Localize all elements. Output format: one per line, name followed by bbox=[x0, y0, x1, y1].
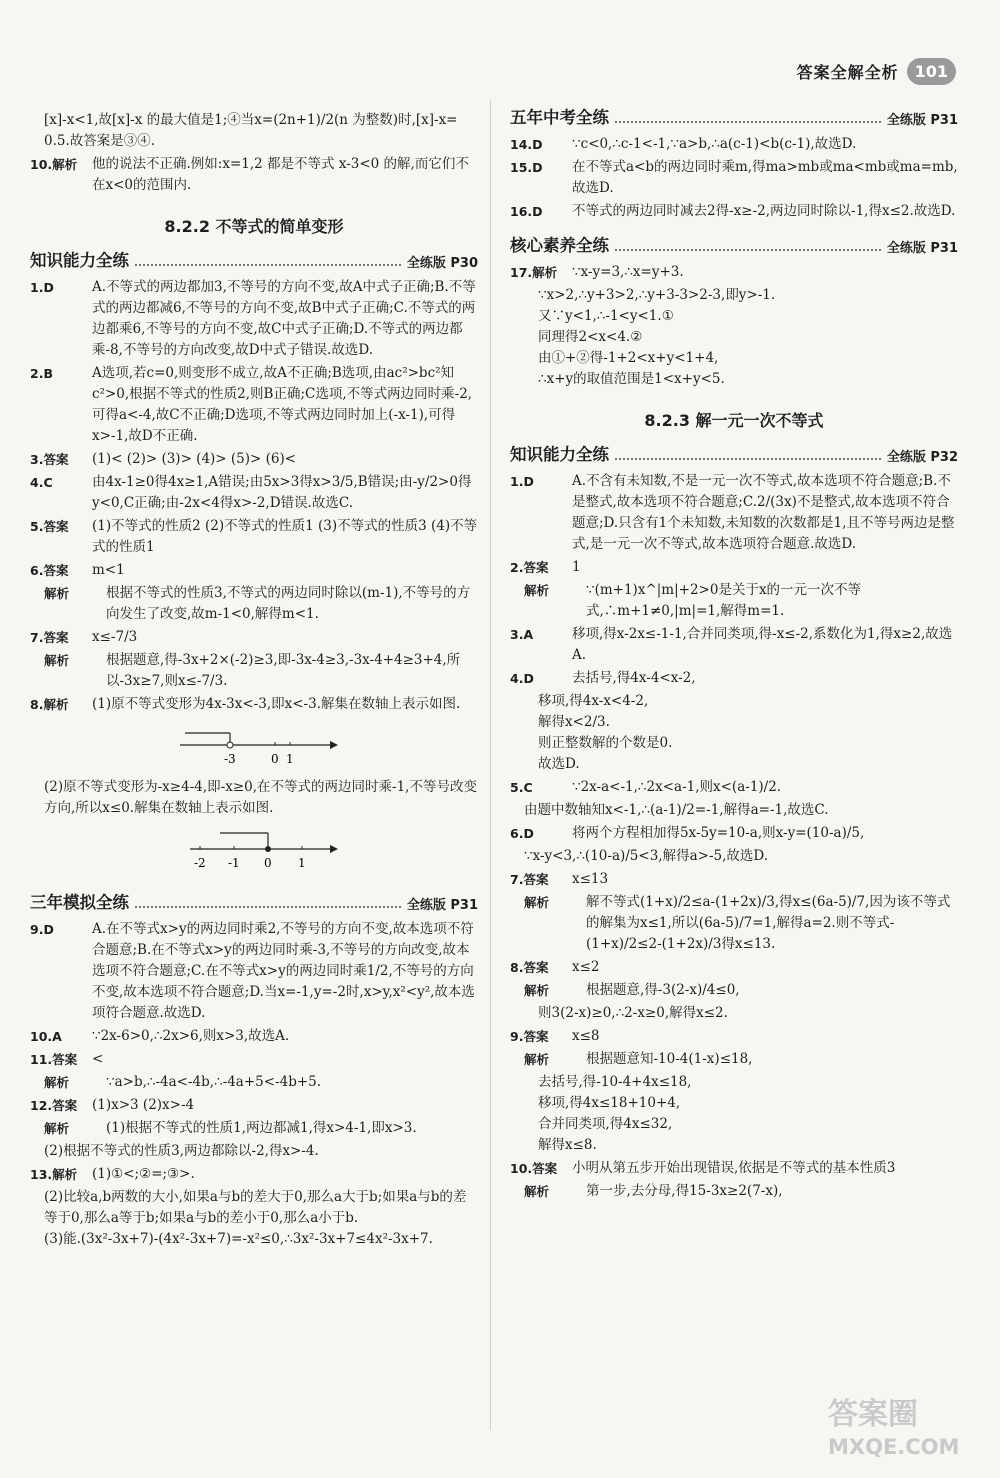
answer-list bbox=[510, 471, 958, 689]
solution-lines bbox=[510, 1003, 958, 1024]
answer-item bbox=[510, 980, 958, 1001]
question-tag: 10.解析 bbox=[30, 157, 78, 172]
section-dots bbox=[615, 121, 881, 123]
answer-item bbox=[30, 363, 478, 447]
question-6-part2: ∵x-y<3,∴(10-a)/5<3,解得a>-5,故选D. bbox=[524, 848, 769, 864]
question-text: ∵c<0,∴c-1<-1,∵a>b,∴a(c-1)<b(c-1),故选D. bbox=[572, 136, 857, 152]
solution-line: 移项,得4x-x<4-2, bbox=[538, 693, 649, 709]
answer-item bbox=[30, 1095, 478, 1116]
question-text: A.在不等式x>y的两边同时乘2,不等号的方向不变,故本选项不符合题意;B.在不等式x>y的两边同时乘-3,不等号的方向改变,故本选项不符合题意;C.在不等式x>y的两边同时乘1/2,不等号的方向不变,故本选项不符合题意;D.当x=-1,y=-2时,x>y,x²<y²,故本选项符合题意.故选D. bbox=[92, 921, 475, 1021]
section-ref: 全练版 P32 bbox=[886, 450, 958, 465]
question-text: ∵2x-a<-1,∴2x<a-1,则x<(a-1)/2. bbox=[572, 779, 782, 795]
question-tag: 解析 bbox=[524, 983, 550, 998]
section-dots bbox=[615, 458, 881, 460]
solution-line: 则3(2-x)≥0,∴2-x≥0,解得x≤2. bbox=[538, 1005, 728, 1021]
question-tag: 解析 bbox=[44, 1075, 70, 1090]
question-tag: 7.答案 bbox=[510, 872, 549, 887]
answer-list bbox=[510, 777, 958, 798]
question-tag: 17.解析 bbox=[510, 265, 558, 280]
section-dots bbox=[135, 906, 401, 908]
question-text: 第一步,去分母,得15-3x≥2(7-x), bbox=[586, 1183, 783, 1199]
question-tag: 10.A bbox=[30, 1029, 62, 1044]
answer-item bbox=[510, 557, 958, 578]
question-text: x≤8 bbox=[572, 1028, 600, 1044]
question-tag: 9.D bbox=[30, 922, 54, 937]
answer-item bbox=[510, 1026, 958, 1047]
subsection-title: 8.2.3 解一元一次不等式 bbox=[644, 411, 824, 430]
question-tag: 8.答案 bbox=[510, 960, 549, 975]
question-tag: 2.B bbox=[30, 366, 53, 381]
section-ref: 全练版 P31 bbox=[406, 898, 478, 913]
question-tag: 9.答案 bbox=[510, 1029, 549, 1044]
question-text: A.不等式的两边都加3,不等号的方向不变,故A中式子正确;B.不等式的两边都减6,不等号的方向不变,故B中式子正确;C.不等式的两边都乘6,不等号的方向不变,故C中式子正确;D.不等式的两边都乘-8,不等号的方向改变,故D中式子错误.故选D. bbox=[92, 279, 476, 358]
tick-label: -3 bbox=[224, 752, 236, 766]
question-tag: 10.答案 bbox=[510, 1161, 558, 1176]
question-text: (1)原不等式变形为4x-3x<-3,即x<-3.解集在数轴上表示如图. bbox=[92, 696, 461, 712]
solution-line: 移项,得4x≤18+10+4, bbox=[538, 1095, 681, 1111]
question-tag: 4.C bbox=[30, 475, 53, 490]
intro-text bbox=[30, 110, 478, 152]
question-tag: 3.答案 bbox=[30, 452, 69, 467]
question-text: ∵(m+1)x^|m|+2>0是关于x的一元一次不等式,∴m+1≠0,|m|=1,解得m=1. bbox=[586, 582, 862, 619]
question-tag: 解析 bbox=[44, 1121, 70, 1136]
solution-line: 故选D. bbox=[538, 756, 580, 772]
section-title: 核心素养全练 bbox=[510, 236, 609, 255]
answer-list bbox=[510, 869, 958, 1001]
tick-label: -2 bbox=[194, 856, 206, 869]
answer-item bbox=[30, 449, 478, 470]
question-text: (1)< (2)> (3)> (4)> (5)> (6)< bbox=[92, 451, 297, 467]
question-text: 小明从第五步开始出现错误,依据是不等式的基本性质3 bbox=[572, 1160, 896, 1176]
answer-item bbox=[30, 516, 478, 558]
answer-item bbox=[30, 919, 478, 1024]
answer-item bbox=[510, 201, 958, 222]
question-text: ∵2x-6>0,∴2x>6,则x>3,故选A. bbox=[92, 1028, 290, 1044]
question-tag: 16.D bbox=[510, 204, 543, 219]
question-tag: 5.答案 bbox=[30, 519, 69, 534]
watermark-line1: 答案圈 bbox=[828, 1397, 918, 1432]
answer-item bbox=[30, 1072, 478, 1093]
answer-item bbox=[510, 624, 958, 666]
question-text: 他的说法不正确.例如:x=1,2 都是不等式 x-3<0 的解,而它们不在x<0的范围内. bbox=[92, 156, 469, 193]
question-text: A选项,若c=0,则变形不成立,故A不正确;B选项,由ac²>bc²知c²>0,根据不等式的性质2,则B正确;C选项,不等式两边同时乘-2,可得a<-4,故C不正确;D选项,不等式两边同时加上(-x-1),可得x>-1,故D不正确. bbox=[92, 365, 473, 444]
answer-list bbox=[30, 277, 478, 715]
section-header bbox=[30, 247, 478, 271]
solution-line: 由①+②得-1+2<x+y<1+4, bbox=[538, 350, 719, 366]
answer-list bbox=[30, 919, 478, 1139]
page-header bbox=[797, 58, 956, 85]
section-ref: 全练版 P31 bbox=[886, 241, 958, 256]
solution-line: 则正整数解的个数是0. bbox=[538, 735, 673, 751]
solution-line: 又∵y<1,∴-1<y<1.① bbox=[538, 308, 674, 324]
question-text: 移项,得x-2x≤-1-1,合并同类项,得-x≤-2,系数化为1,得x≥2,故选A. bbox=[572, 626, 953, 663]
question-8-part2: (2)原不等式变形为-x≥4-4,即-x≥0,在不等式的两边同时乘-1,不等号改变方向,所以x≤0.解集在数轴上表示如图. bbox=[44, 779, 477, 816]
answer-item bbox=[30, 1118, 478, 1139]
question-tag: 解析 bbox=[524, 1052, 550, 1067]
question-13-part3: (3)能.(3x²-3x+7)-(4x²-3x+7)=-x²≤0,∴3x²-3x+7≤4x²-3x+7. bbox=[44, 1231, 433, 1247]
number-line-2 bbox=[30, 825, 470, 869]
section-title: 知识能力全练 bbox=[510, 445, 609, 464]
answer-item bbox=[30, 1049, 478, 1070]
section-title: 五年中考全练 bbox=[510, 108, 609, 127]
section-ref: 全练版 P30 bbox=[406, 256, 478, 271]
intro-line: 0.5.故答案是③④. bbox=[44, 133, 156, 149]
question-tag: 13.解析 bbox=[30, 1167, 78, 1182]
section-header bbox=[510, 232, 958, 256]
answer-list bbox=[510, 1026, 958, 1070]
question-text: < bbox=[92, 1051, 104, 1067]
answer-item bbox=[510, 134, 958, 155]
subsection-title: 8.2.2 不等式的简单变形 bbox=[164, 217, 344, 236]
section-header bbox=[30, 889, 478, 913]
answer-item bbox=[510, 869, 958, 890]
question-text: 去括号,得4x-4<x-2, bbox=[572, 670, 696, 686]
question-tag: 4.D bbox=[510, 671, 534, 686]
solution-lines bbox=[510, 1072, 958, 1156]
question-text: (1)不等式的性质2 (2)不等式的性质1 (3)不等式的性质3 (4)不等式的性质1 bbox=[92, 518, 478, 555]
question-text: A.不含有未知数,不是一元一次不等式,故本选项不符合题意;B.不是整式,故本选项不符合题意;C.2/(3x)不是整式,故本选项不符合题意;D.只含有1个未知数,未知数的次数都是1,且不等号两边是整式,是一元一次不等式,故本选项符合题意.故选D. bbox=[572, 473, 955, 552]
answer-item bbox=[30, 583, 478, 625]
section-header bbox=[510, 441, 958, 465]
question-text: 将两个方程相加得5x-5y=10-a,则x-y=(10-a)/5, bbox=[572, 825, 865, 841]
question-text: 不等式的两边同时减去2得-x≥-2,两边同时除以-1,得x≤2.故选D. bbox=[572, 203, 956, 219]
question-text: (1)x>3 (2)x>-4 bbox=[92, 1097, 195, 1113]
question-text: 根据题意,得-3x+2×(-2)≥3,即-3x-4≥3,-3x-4+4≥3+4,所以-3x≥7,则x≤-7/3. bbox=[106, 652, 461, 689]
question-12-part2: (2)根据不等式的性质3,两边都除以-2,得x>-4. bbox=[44, 1143, 319, 1159]
solution-line: 同理得2<x<4.② bbox=[538, 329, 643, 345]
column-divider bbox=[490, 100, 491, 1430]
tick-label: 0 bbox=[264, 856, 272, 869]
question-tag: 解析 bbox=[44, 586, 70, 601]
section-dots bbox=[135, 264, 401, 266]
question-text: x≤-7/3 bbox=[92, 629, 138, 645]
solution-lines bbox=[510, 691, 958, 775]
watermark-logo bbox=[820, 1384, 970, 1464]
question-tag: 1.D bbox=[510, 474, 534, 489]
question-text: (1)根据不等式的性质1,两边都减1,得x>4-1,即x>3. bbox=[106, 1120, 417, 1136]
answer-list bbox=[510, 1158, 958, 1202]
answer-list bbox=[510, 134, 958, 222]
answer-item bbox=[30, 472, 478, 514]
answer-item bbox=[510, 1049, 958, 1070]
intro-line: [x]-x<1,故[x]-x 的最大值是1;④当x=(2n+1)/2(n 为整数)时,[x]-x= bbox=[44, 112, 458, 128]
answer-item bbox=[30, 560, 478, 581]
answer-item bbox=[510, 580, 958, 622]
question-tag: 解析 bbox=[44, 653, 70, 668]
question-tag: 8.解析 bbox=[30, 697, 69, 712]
tick-label: 1 bbox=[298, 856, 306, 869]
answer-item bbox=[30, 277, 478, 361]
answer-item bbox=[510, 1181, 958, 1202]
section-title: 知识能力全练 bbox=[30, 251, 129, 270]
question-tag: 12.答案 bbox=[30, 1098, 78, 1113]
question-tag: 解析 bbox=[524, 1184, 550, 1199]
question-tag: 6.D bbox=[510, 826, 534, 841]
section-title: 三年模拟全练 bbox=[30, 893, 129, 912]
answer-item bbox=[510, 823, 958, 844]
answer-item bbox=[510, 1158, 958, 1179]
question-text: x≤2 bbox=[572, 959, 600, 975]
left-column bbox=[30, 110, 478, 1250]
section-header bbox=[510, 104, 958, 128]
question-13 bbox=[30, 1164, 478, 1185]
question-17 bbox=[510, 262, 958, 283]
question-text: 根据题意知-10-4(1-x)≤18, bbox=[586, 1051, 753, 1067]
question-text: 根据不等式的性质3,不等式的两边同时除以(m-1),不等号的方向发生了改变,故m-1<0,解得m<1. bbox=[106, 585, 471, 622]
question-tag: 解析 bbox=[524, 895, 550, 910]
answer-item bbox=[510, 892, 958, 955]
question-tag: 11.答案 bbox=[30, 1052, 78, 1067]
question-tag: 5.C bbox=[510, 780, 533, 795]
answer-item bbox=[510, 471, 958, 555]
question-tag: 2.答案 bbox=[510, 560, 549, 575]
answer-item bbox=[510, 668, 958, 689]
solution-line: ∵x>2,∴y+3>2,∴y+3-3>2-3,即y>-1. bbox=[538, 287, 776, 303]
question-tag: 3.A bbox=[510, 627, 534, 642]
answer-item bbox=[510, 777, 958, 798]
question-text: (1)①<;②=;③>. bbox=[92, 1166, 195, 1182]
solution-line: 去括号,得-10-4+4x≤18, bbox=[538, 1074, 692, 1090]
question-text: 解不等式(1+x)/2≤a-(1+2x)/3,得x≤(6a-5)/7,因为该不等式的解集为x≤1,所以(6a-5)/7=1,解得a=2.则不等式-(1+x)/2≤2-(1+2x)/3得x≤13. bbox=[586, 894, 951, 952]
solution-line: 解得x≤8. bbox=[538, 1137, 597, 1153]
question-text: ∵a>b,∴-4a<-4b,∴-4a+5<-4b+5. bbox=[106, 1074, 322, 1090]
question-5-part2: 由题中数轴知x<-1,∴(a-1)/2=-1,解得a=-1,故选C. bbox=[524, 802, 829, 818]
watermark-line2: MXQE.COM bbox=[828, 1435, 960, 1459]
solution-line: 合并同类项,得4x≤32, bbox=[538, 1116, 673, 1132]
section-dots bbox=[615, 249, 881, 251]
answer-item bbox=[30, 627, 478, 648]
question-tag: 14.D bbox=[510, 137, 543, 152]
tick-label: 1 bbox=[286, 752, 294, 766]
question-tag: 6.答案 bbox=[30, 563, 69, 578]
tick-label: -1 bbox=[228, 856, 240, 869]
question-tag: 1.D bbox=[30, 280, 54, 295]
answer-item bbox=[30, 694, 478, 715]
question-text: 在不等式a<b的两边同时乘m,得ma>mb或ma<mb或ma=mb,故选D. bbox=[572, 159, 958, 196]
question-13-part2: (2)比较a,b两数的大小,如果a与b的差大于0,那么a大于b;如果a与b的差等于0,那么a等于b;如果a与b的差小于0,那么a小于b. bbox=[44, 1189, 467, 1226]
header-title: 答案全解全析 bbox=[796, 63, 899, 82]
question-text: 1 bbox=[572, 559, 581, 575]
solution-line: 解得x<2/3. bbox=[538, 714, 610, 730]
question-tag: 7.答案 bbox=[30, 630, 69, 645]
answer-item bbox=[30, 650, 478, 692]
question-text: 由4x-1≥0得4x≥1,A错误;由5x>3得x>3/5,B错误;由-y/2>0得y<0,C正确;由-2x<4得x>-2,D错误.故选C. bbox=[92, 474, 472, 511]
answer-item bbox=[510, 157, 958, 199]
question-10 bbox=[30, 154, 478, 196]
answer-list bbox=[510, 823, 958, 844]
question-text: x≤13 bbox=[572, 871, 609, 887]
answer-item bbox=[30, 1026, 478, 1047]
question-tag: 解析 bbox=[524, 583, 550, 598]
question-text: ∵x-y=3,∴x=y+3. bbox=[572, 264, 684, 280]
question-tag: 15.D bbox=[510, 160, 543, 175]
answer-item bbox=[510, 957, 958, 978]
page-number: 101 bbox=[907, 58, 956, 85]
question-text: m<1 bbox=[92, 562, 125, 578]
section-ref: 全练版 P31 bbox=[886, 113, 958, 128]
question-text: 根据题意,得-3(2-x)/4≤0, bbox=[586, 982, 740, 998]
tick-label: 0 bbox=[271, 752, 279, 766]
solution-line: ∴x+y的取值范围是1<x+y<5. bbox=[538, 371, 725, 387]
right-column bbox=[510, 104, 958, 1204]
solution-lines bbox=[510, 285, 958, 390]
number-line-1 bbox=[30, 723, 470, 767]
